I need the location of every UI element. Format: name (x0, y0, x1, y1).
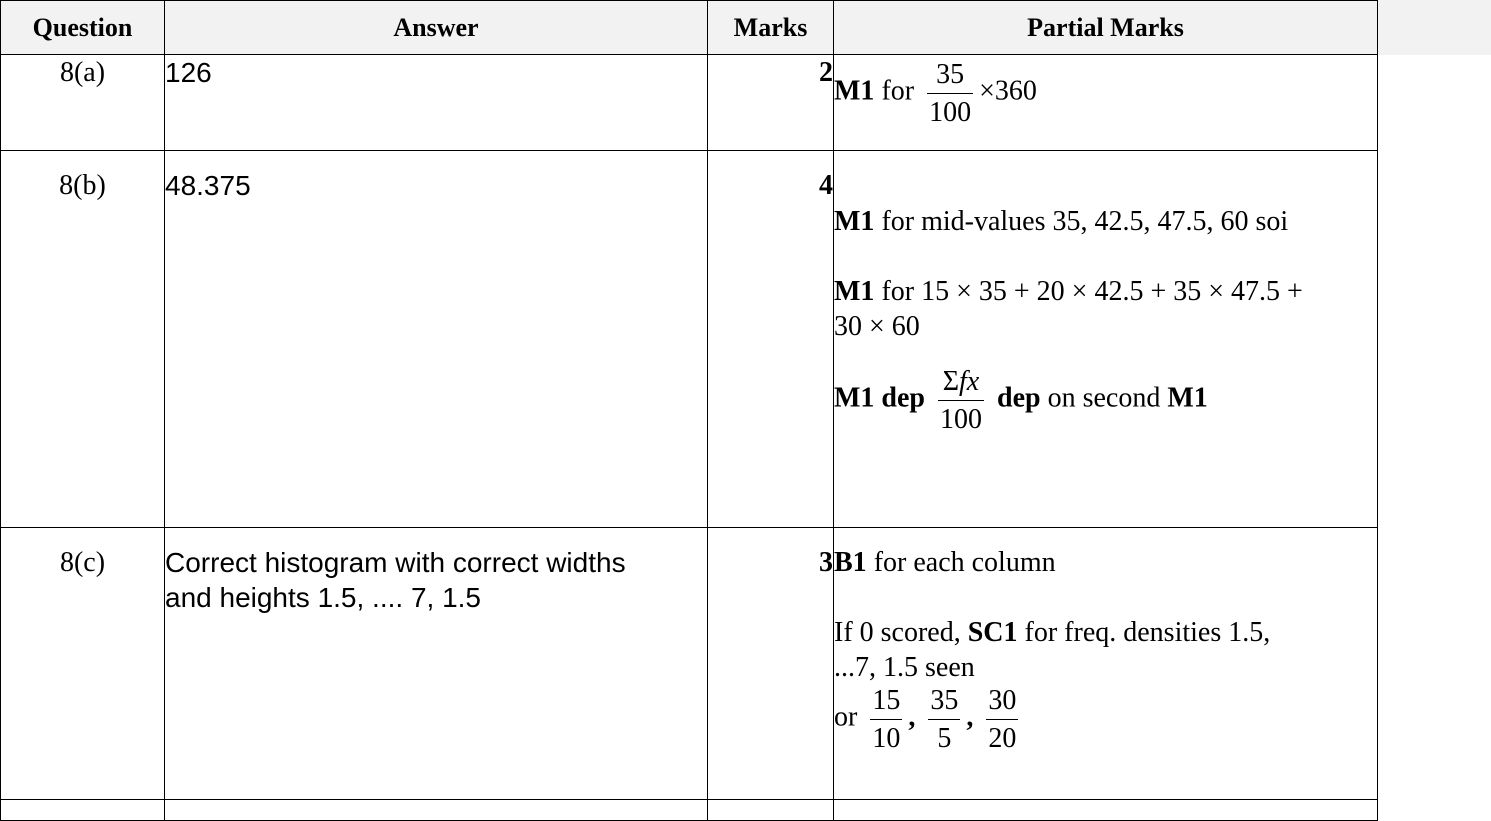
partial-line (834, 545, 1377, 580)
marks-cell: 4 (708, 151, 834, 528)
fraction (928, 685, 960, 753)
header-answer: Answer (165, 1, 708, 55)
mark-code: M1 (834, 75, 875, 107)
question-cell: 8(c) (1, 528, 165, 800)
sigma-symbol: Σ (942, 366, 960, 397)
partial-marks-cell (834, 151, 1378, 528)
mark-code: M1 (834, 276, 875, 307)
partial-text: for 15 × 35 + 20 × 42.5 + 35 × 47.5 + (874, 276, 1303, 307)
mark-code: M1 (834, 206, 875, 237)
fraction-denominator: 100 (929, 97, 972, 128)
fraction-numerator: 35 (928, 685, 960, 720)
fraction (870, 685, 902, 753)
question-cell: 8(b) (1, 151, 165, 528)
partial-line: ...7, 1.5 seen (834, 652, 975, 683)
fraction-numerator: 30 (986, 685, 1018, 720)
fraction (938, 366, 984, 434)
partial-line: 30 × 60 (834, 311, 920, 342)
fraction-denominator: 100 (940, 404, 982, 435)
partial-line (834, 204, 1377, 239)
fraction (986, 685, 1018, 753)
mark-code: M1 dep (834, 382, 925, 414)
partial-text: for freq. densities 1.5, (1017, 617, 1271, 648)
partial-line (834, 366, 1377, 434)
partial-text: for (881, 75, 915, 107)
table-row-8c (1, 528, 1378, 800)
answer-cell (165, 800, 708, 821)
times-symbol: × (979, 75, 995, 107)
table-row-8a (1, 55, 1378, 151)
partial-line (834, 615, 1377, 650)
partial-text: for each column (866, 547, 1056, 578)
fraction-numerator: 15 (870, 685, 902, 720)
answer-cell: 126 (165, 55, 708, 151)
table-row-next (1, 800, 1378, 821)
fraction-denominator: 20 (988, 723, 1017, 754)
partial-marks-cell (834, 55, 1378, 151)
header-question: Question (1, 1, 165, 55)
fraction-numerator: 35 (927, 59, 973, 94)
question-cell: 8(a) (1, 55, 165, 151)
partial-text: on second (1040, 382, 1168, 414)
marks-cell: 2 (708, 55, 834, 151)
fraction (927, 59, 973, 127)
multiplier: 360 (994, 75, 1037, 107)
question-cell (1, 800, 165, 821)
partial-text: or (834, 701, 858, 733)
separator: , (966, 701, 974, 733)
fraction-denominator: 10 (872, 723, 901, 754)
answer-line: Correct histogram with correct widths (165, 547, 626, 578)
partial-text: for mid-values 35, 42.5, 47.5, 60 soi (874, 206, 1289, 237)
mark-code: dep (997, 382, 1041, 414)
partial-marks-cell (834, 800, 1378, 821)
fraction-numerator (938, 366, 984, 401)
fraction-denominator: 5 (937, 723, 952, 754)
partial-text: If 0 scored, (834, 617, 968, 648)
table-row-8b (1, 151, 1378, 528)
partial-line (834, 274, 1377, 309)
mark-code: SC1 (967, 617, 1018, 648)
header-partial-marks: Partial Marks (834, 1, 1378, 55)
variable-fx: fx (959, 366, 980, 397)
partial-marks-cell (834, 528, 1378, 800)
partial-line (834, 685, 1377, 753)
mark-code: B1 (834, 547, 867, 578)
answer-cell: 48.375 (165, 151, 708, 528)
marks-cell: 3 (708, 528, 834, 800)
separator: , (908, 701, 916, 733)
header-marks: Marks (708, 1, 834, 55)
mark-code: M1 (1167, 382, 1208, 414)
answer-cell (165, 528, 708, 800)
answer-line: and heights 1.5, .... 7, 1.5 (165, 582, 481, 613)
header-row (1, 1, 1378, 55)
marks-cell (708, 800, 834, 821)
